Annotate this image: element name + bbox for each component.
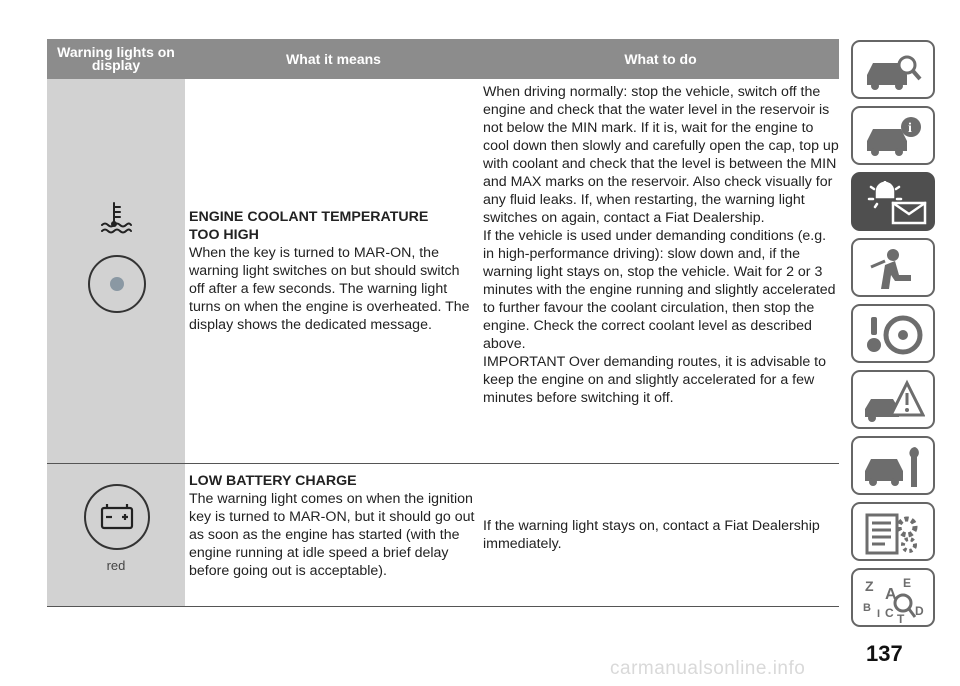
watermark: carmanualsonline.info [610,658,806,679]
tab-technical-data[interactable] [851,502,935,561]
key-steering-wheel-icon [863,313,925,359]
svg-text:i: i [908,121,912,136]
tab-car-service[interactable] [851,436,935,495]
svg-text:B: B [863,602,871,614]
car-search-icon [863,49,925,93]
indicator-light-circle [88,255,146,313]
warning-light-cell [47,464,185,606]
svg-text:I: I [877,608,881,620]
battery-light-circle [84,484,150,550]
coolant-temperature-icon [100,201,132,235]
car-warning-triangle-icon [863,379,925,425]
meaning-cell: LOW BATTERY CHARGE The warning light comes on when the ignition key is turned to MAR-ON, but it should go out as soon as the engine has started (with the engine running at idle speed a brief delay before going out is acceptable). [189,473,475,579]
action-cell: If the warning light stays on, contact a Fiat Dealership immediately. [483,518,820,552]
header-what-it-means: What it means [286,51,381,67]
table-row [47,464,839,607]
table-header [47,39,839,79]
tab-key-steering[interactable] [851,304,935,363]
svg-text:D: D [915,604,924,618]
header-what-to-do: What to do [624,51,697,67]
indicator-dot [110,277,124,291]
tab-warning-lights[interactable] [851,172,935,231]
header-warning-lights: Warning lights on display [57,44,175,73]
svg-text:Z: Z [865,578,874,594]
seat-airbag-icon [863,247,925,293]
tab-car-search[interactable] [851,40,935,99]
tab-seat-airbag[interactable] [851,238,935,297]
tab-index[interactable] [851,568,935,627]
page-number: 137 [866,641,903,666]
svg-text:C: C [885,606,894,620]
svg-text:E: E [903,577,912,590]
table-row [47,79,839,464]
alphabet-index-icon [863,577,925,623]
list-gears-icon [863,511,925,557]
car-wrench-icon [863,445,925,491]
svg-text:A: A [885,586,897,603]
warning-light-envelope-icon [863,181,929,227]
warning-lights-table [47,39,839,607]
car-info-icon [863,115,925,159]
meaning-cell: ENGINE COOLANT TEMPERATURE TOO HIGH When the key is turned to MAR-ON, the warning light switches on but should switch off after a few seconds. The warning light turns on when the engine is overheated. The display shows the dedicated message. [189,209,470,333]
warning-light-cell [47,79,185,463]
battery-icon [100,502,134,530]
svg-text:T: T [897,612,905,623]
tab-car-info[interactable] [851,106,935,165]
indicator-color-label: red [106,558,126,573]
action-cell: When driving normally: stop the vehicle, switch off the engine and check that the water level in the reservoir is not below the MIN mark. If it is, wait for the engine to cool down then slowly and carefully open the cap, top up with coolant and check that the level is between the MIN and MAX marks on the reservoir. Also check visually for any fluid leaks. If, when restarting, the warning light switches on again, contact a Fiat Dealership. If the vehicle is used under demanding conditions (e.g. in high-performance driving): slow down and, if the warning light stays on, stop the vehicle. Wait for 2 or 3 minutes with the engine running and slightly accelerated to further favour the coolant circulation, then stop the engine. Check the correct coolant level as described above. IMPORTANT Over demanding routes, it is advisable to keep the engine on and slightly accelerated for a few minutes before switching it off. [483,84,839,406]
tab-car-warning[interactable] [851,370,935,429]
